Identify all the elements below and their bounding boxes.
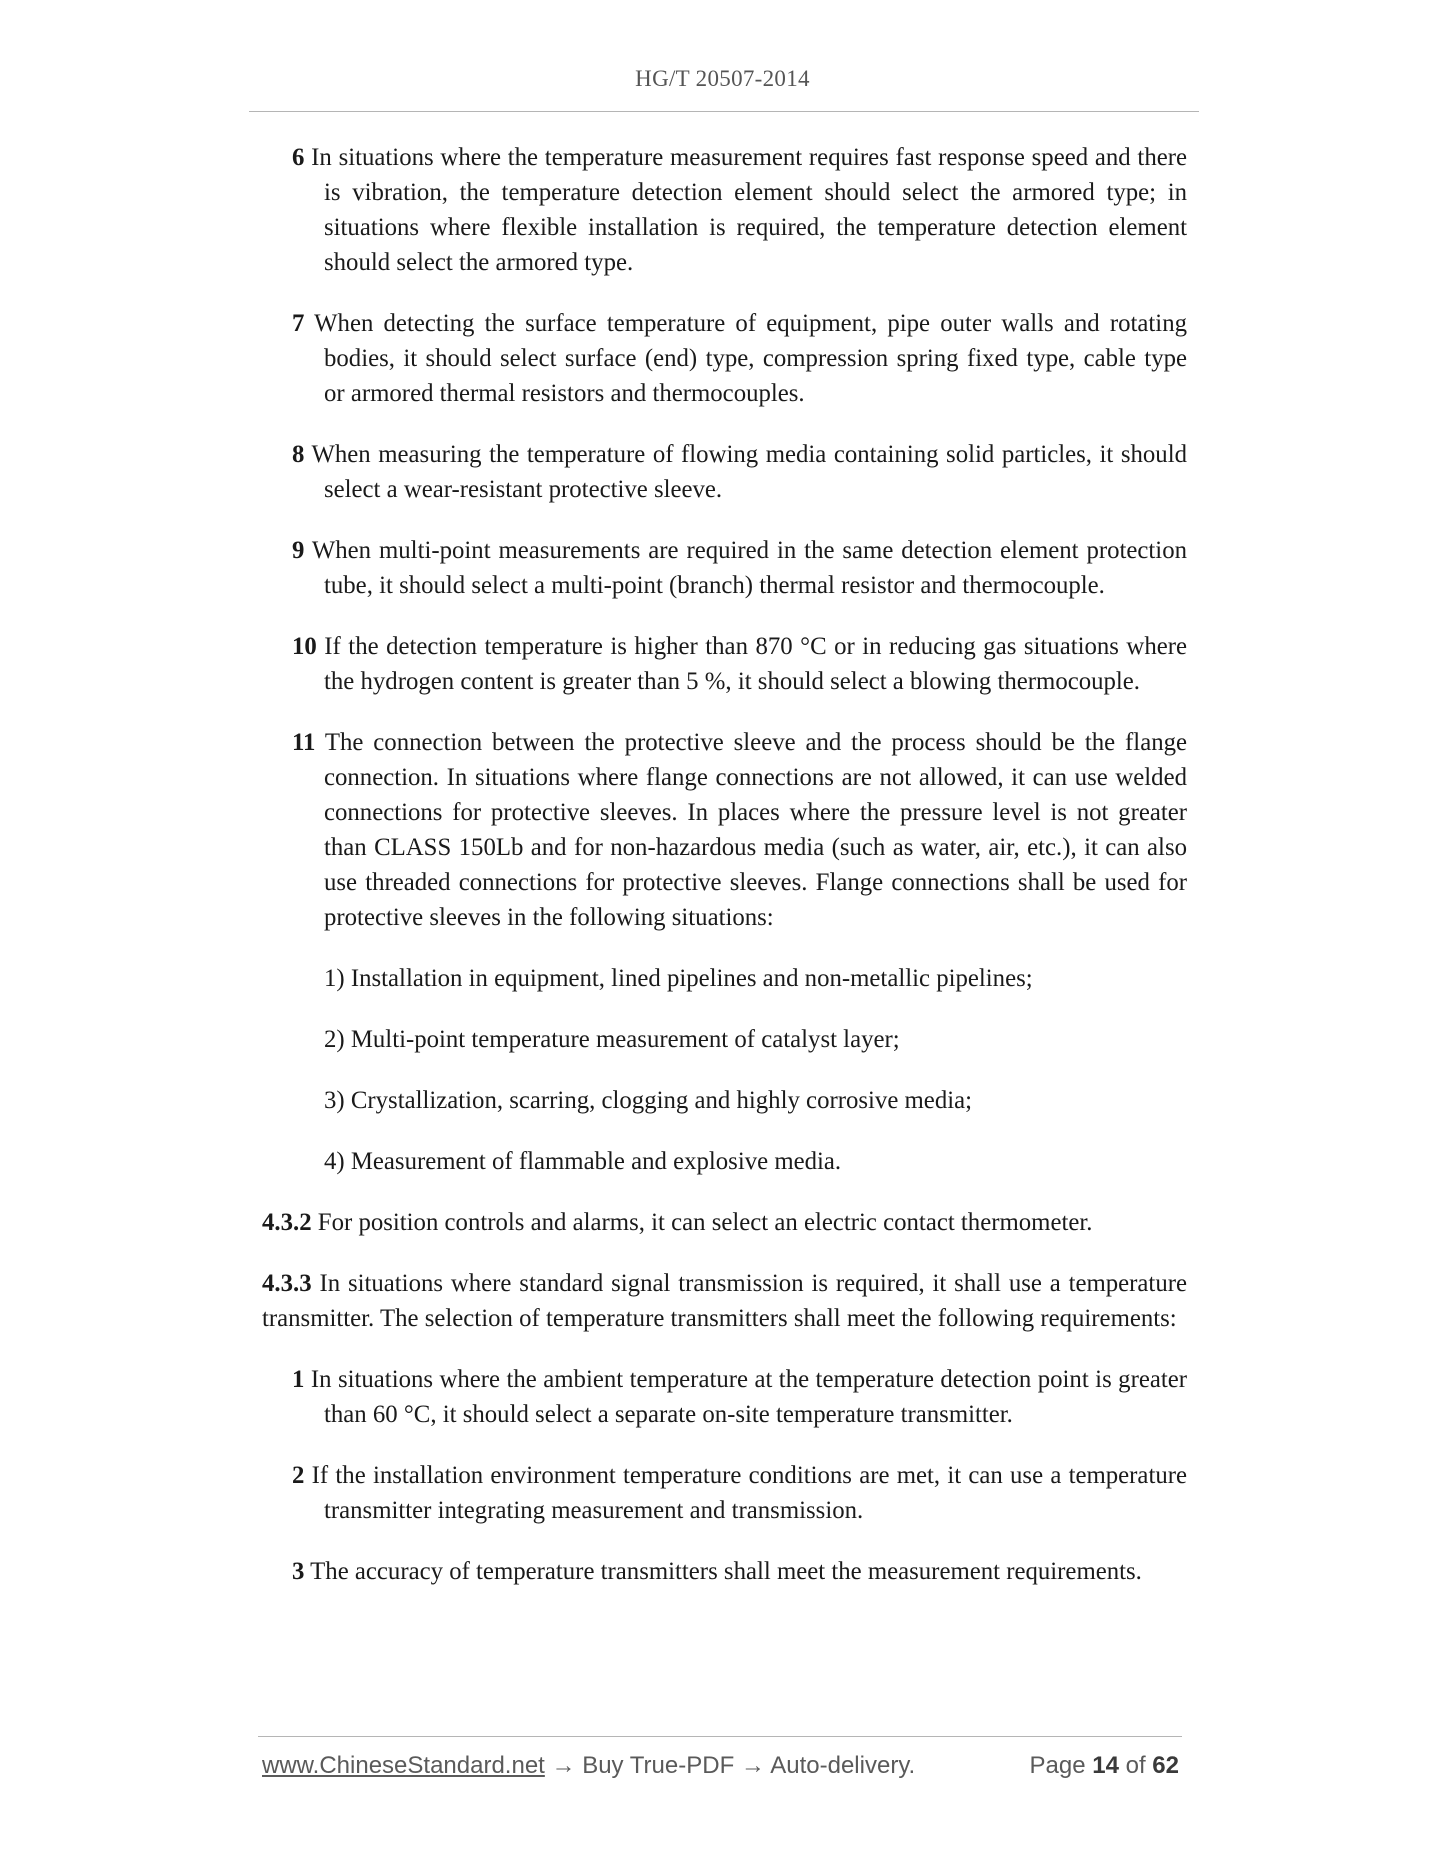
item-text: The accuracy of temperature transmitters shall meet the measurement requirements.	[304, 1558, 1142, 1585]
clause-number: 4.3.3	[262, 1270, 312, 1297]
clause-text: For position controls and alarms, it can select an electric contact thermometer.	[311, 1209, 1093, 1236]
item-number: 9	[292, 537, 305, 564]
item-text: The connection between the protective sleeve and the process should be the flange connection. In situations where flange connections are not allowed, it can use welded connections for protective sleeves. In places where the pressure level is not greater than CLASS 150Lb and for non-hazardous media (such as water, air, etc.), it can also use threaded connections for protective sleeves. Flange connections shall be used for protective sleeves in the following situations:	[315, 729, 1187, 931]
item-number: 7	[292, 310, 305, 337]
clause-4-3-2	[262, 1205, 1187, 1240]
document-code-header: HG/T 20507-2014	[635, 66, 810, 91]
item-text: In situations where the ambient temperature at the temperature detection point is greater than 60 °C, it should select a separate on-site temperature transmitter.	[304, 1366, 1187, 1428]
clause-4-3-3	[262, 1266, 1187, 1336]
item-number: 8	[292, 441, 305, 468]
buy-pdf-text: Buy True-PDF	[582, 1752, 735, 1779]
sub-item-3: 3) Crystallization, scarring, clogging and highly corrosive media;	[324, 1087, 973, 1114]
page-content	[262, 140, 1187, 1615]
item-number: 1	[292, 1366, 305, 1393]
arrow-right-icon: →	[734, 1752, 771, 1779]
footer-promo	[262, 1752, 915, 1780]
clause-text: In situations where standard signal transmission is required, it shall use a temperature transmitter. The selection of temperature transmitters shall meet the following requirements:	[262, 1270, 1187, 1332]
item-number: 2	[292, 1462, 305, 1489]
page-footer	[262, 1752, 1187, 1788]
item-text: If the installation environment temperature conditions are met, it can use a temperature transmitter integrating measurement and transmission.	[304, 1462, 1187, 1524]
list-item-3	[262, 1554, 1187, 1589]
item-text: In situations where the temperature measurement requires fast response speed and there is vibration, the temperature detection element should select the armored type; in situations where flexible installation is required, the temperature detection element should select the armored type.	[304, 144, 1187, 276]
list-item-10	[262, 629, 1187, 699]
item-text: If the detection temperature is higher than 870 °C or in reducing gas situations where the hydrogen content is greater than 5 %, it should select a blowing thermocouple.	[316, 633, 1187, 695]
total-pages-number: 62	[1152, 1752, 1179, 1779]
list-item-6	[262, 140, 1187, 280]
item-number: 6	[292, 144, 305, 171]
clause-number: 4.3.2	[262, 1209, 312, 1236]
header-divider	[249, 111, 1199, 112]
list-item-1	[262, 1362, 1187, 1432]
item-text: When measuring the temperature of flowing media containing solid particles, it should select a wear-resistant protective sleeve.	[304, 441, 1187, 503]
of-label: of	[1118, 1752, 1153, 1779]
arrow-right-icon: →	[544, 1752, 583, 1779]
sub-item-4: 4) Measurement of flammable and explosive media.	[324, 1148, 842, 1175]
item-number: 11	[292, 729, 316, 756]
list-item-11	[262, 725, 1187, 935]
list-item-7	[262, 306, 1187, 411]
footer-divider	[258, 1736, 1182, 1737]
delivery-text: Auto-delivery.	[770, 1752, 916, 1779]
page-label: Page	[1029, 1752, 1093, 1779]
list-item-2	[262, 1458, 1187, 1528]
item-number: 3	[292, 1558, 305, 1585]
sub-item-1: 1) Installation in equipment, lined pipelines and non-metallic pipelines;	[324, 965, 1033, 992]
sub-item-2: 2) Multi-point temperature measurement of catalyst layer;	[324, 1026, 900, 1053]
current-page-number: 14	[1092, 1752, 1119, 1779]
item-text: When detecting the surface temperature of equipment, pipe outer walls and rotating bodies, it should select surface (end) type, compression spring fixed type, cable type or armored thermal resistors and thermocouples.	[304, 310, 1187, 407]
list-item-8	[262, 437, 1187, 507]
item-text: When multi-point measurements are required in the same detection element protection tube, it should select a multi-point (branch) thermal resistor and thermocouple.	[304, 537, 1187, 599]
item-number: 10	[292, 633, 317, 660]
page-indicator	[1030, 1752, 1179, 1780]
website-link[interactable]: www.ChineseStandard.net	[262, 1752, 545, 1779]
list-item-9	[262, 533, 1187, 603]
